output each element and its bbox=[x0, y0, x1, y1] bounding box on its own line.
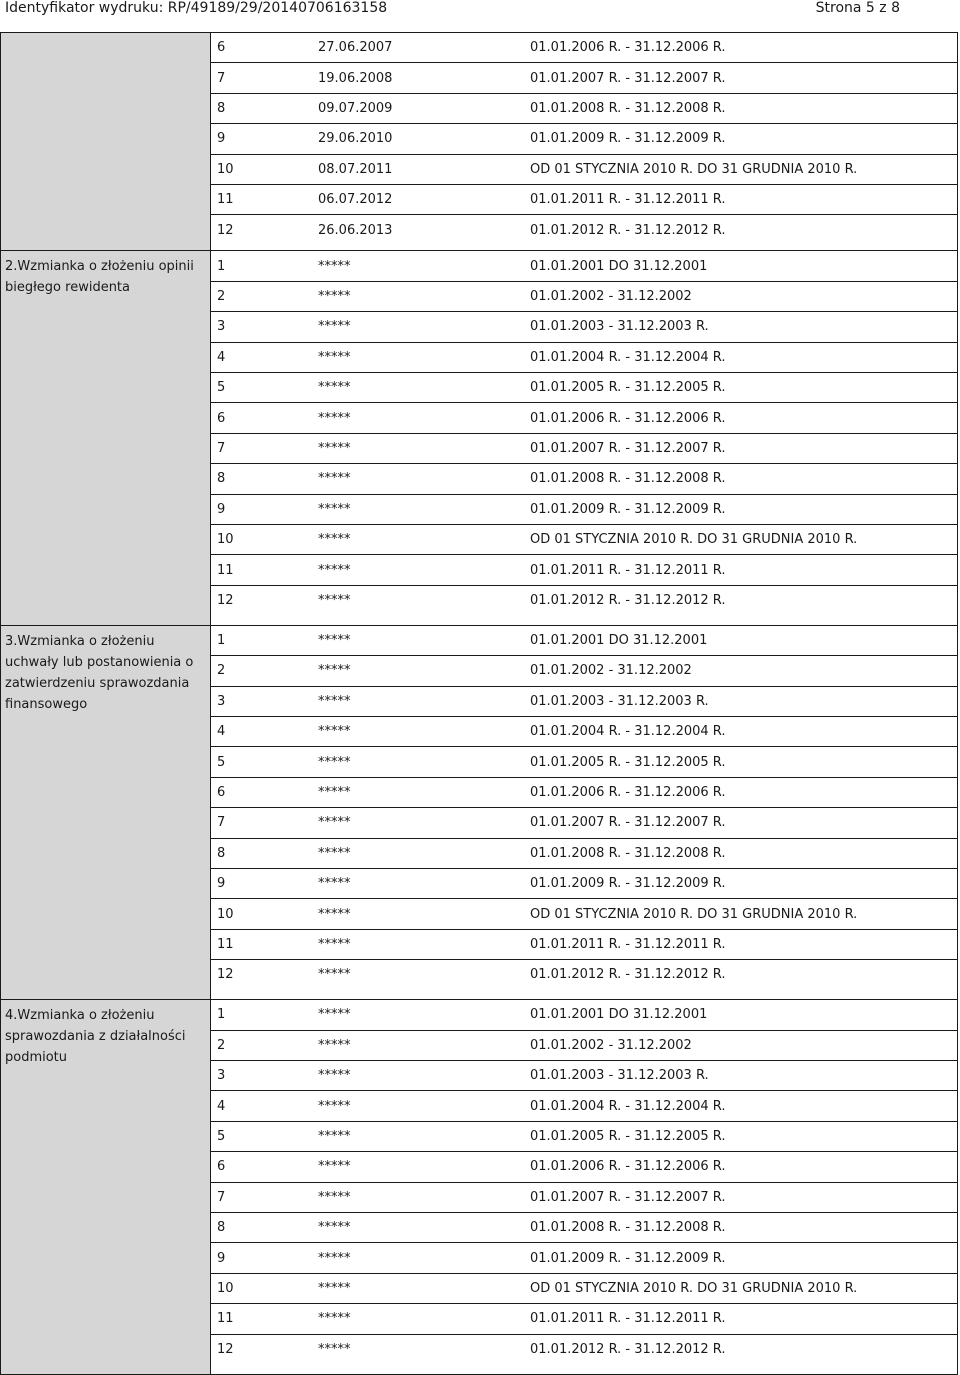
table-row bbox=[211, 1000, 957, 1030]
entry-number: 12 bbox=[217, 593, 234, 609]
entry-period: OD 01 STYCZNIA 2010 R. DO 31 GRUDNIA 2010 R. bbox=[530, 525, 957, 555]
table-row bbox=[211, 215, 957, 245]
table-row bbox=[211, 154, 957, 184]
table-row bbox=[211, 1152, 957, 1182]
entry-date: ***** bbox=[318, 1060, 530, 1090]
table-row bbox=[211, 929, 957, 959]
section-row bbox=[1, 625, 958, 999]
entry-number: 9 bbox=[211, 494, 318, 524]
entry-period: 01.01.2004 R. - 31.12.2004 R. bbox=[530, 1091, 957, 1121]
entry-date: 08.07.2011 bbox=[318, 154, 530, 184]
table-row bbox=[211, 656, 957, 686]
table-row bbox=[211, 555, 957, 585]
entry-period: 01.01.2005 R. - 31.12.2005 R. bbox=[530, 373, 957, 403]
entry-period: 01.01.2012 R. - 31.12.2012 R. bbox=[530, 967, 726, 983]
table-row bbox=[211, 525, 957, 555]
entry-number: 2 bbox=[211, 1030, 318, 1060]
page-number: Strona 5 z 8 bbox=[815, 0, 900, 16]
entry-number: 10 bbox=[211, 1273, 318, 1303]
entry-period: 01.01.2007 R. - 31.12.2007 R. bbox=[530, 1182, 957, 1212]
entry-number: 9 bbox=[211, 1243, 318, 1273]
table-row bbox=[211, 464, 957, 494]
entry-period: 01.01.2008 R. - 31.12.2008 R. bbox=[530, 838, 957, 868]
section-entries-cell bbox=[211, 251, 958, 625]
entry-period: 01.01.2007 R. - 31.12.2007 R. bbox=[530, 433, 957, 463]
table-row bbox=[211, 124, 957, 154]
entry-date: ***** bbox=[318, 686, 530, 716]
section-row bbox=[1, 33, 958, 251]
table-row bbox=[211, 185, 957, 215]
entry-date: ***** bbox=[318, 1243, 530, 1273]
table-row bbox=[211, 626, 957, 656]
entry-date: ***** bbox=[318, 525, 530, 555]
entry-date: ***** bbox=[318, 1213, 530, 1243]
entry-date: 19.06.2008 bbox=[318, 63, 530, 93]
entry-number: 5 bbox=[211, 1121, 318, 1151]
entry-number: 5 bbox=[211, 373, 318, 403]
entry-date: ***** bbox=[318, 1091, 530, 1121]
entry-number: 9 bbox=[211, 869, 318, 899]
entry-period: 01.01.2005 R. - 31.12.2005 R. bbox=[530, 747, 957, 777]
entry-date: ***** bbox=[318, 464, 530, 494]
entry-period: 01.01.2011 R. - 31.12.2011 R. bbox=[530, 185, 957, 215]
entry-number: 4 bbox=[211, 342, 318, 372]
entries-table bbox=[211, 251, 957, 615]
entry-period: 01.01.2007 R. - 31.12.2007 R. bbox=[530, 63, 957, 93]
entry-period: 01.01.2004 R. - 31.12.2004 R. bbox=[530, 717, 957, 747]
entry-period: 01.01.2003 - 31.12.2003 R. bbox=[530, 312, 957, 342]
entry-period: 01.01.2002 - 31.12.2002 bbox=[530, 1030, 957, 1060]
entry-number: 2 bbox=[211, 281, 318, 311]
entry-number: 12 bbox=[217, 1341, 234, 1357]
entry-period: 01.01.2003 - 31.12.2003 R. bbox=[530, 686, 957, 716]
entry-period: 01.01.2012 R. - 31.12.2012 R. bbox=[530, 222, 726, 238]
entry-number: 6 bbox=[211, 403, 318, 433]
entry-date: ***** bbox=[318, 373, 530, 403]
entry-number: 3 bbox=[211, 312, 318, 342]
section-label-cell bbox=[1, 251, 211, 625]
entry-period: 01.01.2002 - 31.12.2002 bbox=[530, 656, 957, 686]
section-row bbox=[1, 251, 958, 625]
table-row bbox=[211, 342, 957, 372]
entry-period: 01.01.2007 R. - 31.12.2007 R. bbox=[530, 808, 957, 838]
entry-date: 26.06.2013 bbox=[318, 222, 393, 238]
entry-period: 01.01.2006 R. - 31.12.2006 R. bbox=[530, 1152, 957, 1182]
entry-number: 6 bbox=[211, 777, 318, 807]
table-row bbox=[211, 63, 957, 93]
table-row bbox=[211, 585, 957, 615]
entry-date: ***** bbox=[318, 433, 530, 463]
entry-period: 01.01.2012 R. - 31.12.2012 R. bbox=[530, 593, 726, 609]
entry-period: 01.01.2009 R. - 31.12.2009 R. bbox=[530, 124, 957, 154]
table-row bbox=[211, 1182, 957, 1212]
entry-date: ***** bbox=[318, 312, 530, 342]
entry-number: 6 bbox=[211, 33, 318, 63]
entry-date: ***** bbox=[318, 1000, 530, 1030]
entry-date: ***** bbox=[318, 838, 530, 868]
entry-date: ***** bbox=[318, 929, 530, 959]
entry-date: ***** bbox=[318, 342, 530, 372]
table-row bbox=[211, 93, 957, 123]
entry-date: 29.06.2010 bbox=[318, 124, 530, 154]
entry-number: 3 bbox=[211, 1060, 318, 1090]
entry-number: 11 bbox=[211, 929, 318, 959]
table-row bbox=[211, 1243, 957, 1273]
entry-period: 01.01.2009 R. - 31.12.2009 R. bbox=[530, 869, 957, 899]
entry-number: 8 bbox=[211, 1213, 318, 1243]
table-row bbox=[211, 251, 957, 281]
entry-period: 01.01.2009 R. - 31.12.2009 R. bbox=[530, 494, 957, 524]
entry-number: 11 bbox=[211, 555, 318, 585]
entry-date: ***** bbox=[318, 777, 530, 807]
entry-number: 11 bbox=[211, 185, 318, 215]
entry-period: 01.01.2001 DO 31.12.2001 bbox=[530, 251, 957, 281]
entry-date: ***** bbox=[318, 808, 530, 838]
entry-period: 01.01.2008 R. - 31.12.2008 R. bbox=[530, 464, 957, 494]
print-identifier: Identyfikator wydruku: RP/49189/29/20140706163158 bbox=[5, 0, 388, 16]
entry-period: OD 01 STYCZNIA 2010 R. DO 31 GRUDNIA 2010 R. bbox=[530, 154, 957, 184]
entry-date: ***** bbox=[318, 1273, 530, 1303]
table-row bbox=[211, 1060, 957, 1090]
entry-date: ***** bbox=[318, 1304, 530, 1334]
table-row bbox=[211, 1334, 957, 1364]
entry-number: 10 bbox=[211, 525, 318, 555]
entry-period: 01.01.2011 R. - 31.12.2011 R. bbox=[530, 555, 957, 585]
table-row bbox=[211, 717, 957, 747]
entry-number: 1 bbox=[211, 626, 318, 656]
entry-date: ***** bbox=[318, 593, 351, 609]
section-row bbox=[1, 1000, 958, 1374]
entry-period: 01.01.2011 R. - 31.12.2011 R. bbox=[530, 1304, 957, 1334]
entry-period: 01.01.2003 - 31.12.2003 R. bbox=[530, 1060, 957, 1090]
table-row bbox=[211, 1304, 957, 1334]
table-row bbox=[211, 373, 957, 403]
entry-date: ***** bbox=[318, 1152, 530, 1182]
table-row bbox=[211, 403, 957, 433]
entry-number: 3 bbox=[211, 686, 318, 716]
entry-number: 8 bbox=[211, 838, 318, 868]
entry-period: 01.01.2002 - 31.12.2002 bbox=[530, 281, 957, 311]
table-row bbox=[211, 33, 957, 63]
entry-date: ***** bbox=[318, 717, 530, 747]
entry-date: ***** bbox=[318, 967, 351, 983]
entry-date: ***** bbox=[318, 281, 530, 311]
entries-table bbox=[211, 626, 957, 990]
entry-date: ***** bbox=[318, 656, 530, 686]
table-row bbox=[211, 1121, 957, 1151]
table-row bbox=[211, 808, 957, 838]
registry-table bbox=[0, 32, 958, 1375]
table-row bbox=[211, 281, 957, 311]
entry-date: ***** bbox=[318, 1030, 530, 1060]
entry-period: 01.01.2006 R. - 31.12.2006 R. bbox=[530, 777, 957, 807]
entry-number: 10 bbox=[211, 154, 318, 184]
entry-number: 10 bbox=[211, 899, 318, 929]
entry-number: 12 bbox=[217, 222, 234, 238]
entry-number: 1 bbox=[211, 251, 318, 281]
entry-period: 01.01.2008 R. - 31.12.2008 R. bbox=[530, 1213, 957, 1243]
entry-period: 01.01.2001 DO 31.12.2001 bbox=[530, 626, 957, 656]
entry-date: ***** bbox=[318, 251, 530, 281]
entry-period: 01.01.2009 R. - 31.12.2009 R. bbox=[530, 1243, 957, 1273]
table-row bbox=[211, 686, 957, 716]
entry-date: ***** bbox=[318, 869, 530, 899]
entry-period: 01.01.2008 R. - 31.12.2008 R. bbox=[530, 93, 957, 123]
entry-period: 01.01.2011 R. - 31.12.2011 R. bbox=[530, 929, 957, 959]
table-row bbox=[211, 1091, 957, 1121]
table-row bbox=[211, 433, 957, 463]
entry-date: ***** bbox=[318, 403, 530, 433]
entry-date: ***** bbox=[318, 494, 530, 524]
entry-number: 4 bbox=[211, 717, 318, 747]
entry-date: 06.07.2012 bbox=[318, 185, 530, 215]
entry-date: ***** bbox=[318, 555, 530, 585]
table-row bbox=[211, 747, 957, 777]
entry-date: ***** bbox=[318, 1121, 530, 1151]
entry-number: 8 bbox=[211, 93, 318, 123]
entry-period: 01.01.2004 R. - 31.12.2004 R. bbox=[530, 342, 957, 372]
entry-date: ***** bbox=[318, 1341, 351, 1357]
section-label: 2.Wzmianka o złożeniu opinii biegłego rewidenta bbox=[5, 259, 194, 296]
section-label: 4.Wzmianka o złożeniu sprawozdania z działalności podmiotu bbox=[5, 1008, 186, 1066]
section-entries-cell bbox=[211, 625, 958, 999]
entry-period: 01.01.2001 DO 31.12.2001 bbox=[530, 1000, 957, 1030]
section-label-cell bbox=[1, 33, 211, 251]
entry-period: 01.01.2012 R. - 31.12.2012 R. bbox=[530, 1341, 726, 1357]
table-row bbox=[211, 1273, 957, 1303]
entry-number: 9 bbox=[211, 124, 318, 154]
table-row bbox=[211, 1213, 957, 1243]
section-label: 3.Wzmianka o złożeniu uchwały lub postanowienia o zatwierdzeniu sprawozdania finansowego bbox=[5, 633, 194, 712]
entry-number: 7 bbox=[211, 1182, 318, 1212]
entry-number: 7 bbox=[211, 808, 318, 838]
table-row bbox=[211, 312, 957, 342]
table-row bbox=[211, 960, 957, 990]
entry-number: 2 bbox=[211, 656, 318, 686]
section-entries-cell bbox=[211, 33, 958, 251]
entry-number: 5 bbox=[211, 747, 318, 777]
entry-number: 12 bbox=[217, 967, 234, 983]
section-entries-cell bbox=[211, 1000, 958, 1374]
table-row bbox=[211, 777, 957, 807]
entry-date: 09.07.2009 bbox=[318, 93, 530, 123]
entry-period: OD 01 STYCZNIA 2010 R. DO 31 GRUDNIA 2010 R. bbox=[530, 899, 957, 929]
table-row bbox=[211, 1030, 957, 1060]
entry-date: ***** bbox=[318, 899, 530, 929]
entry-period: 01.01.2005 R. - 31.12.2005 R. bbox=[530, 1121, 957, 1151]
table-row bbox=[211, 494, 957, 524]
entry-number: 4 bbox=[211, 1091, 318, 1121]
entry-period: 01.01.2006 R. - 31.12.2006 R. bbox=[530, 403, 957, 433]
entry-period: 01.01.2006 R. - 31.12.2006 R. bbox=[530, 33, 957, 63]
section-label-cell bbox=[1, 625, 211, 999]
entry-number: 11 bbox=[211, 1304, 318, 1334]
entry-number: 6 bbox=[211, 1152, 318, 1182]
section-label-cell bbox=[1, 1000, 211, 1374]
table-row bbox=[211, 899, 957, 929]
table-row bbox=[211, 838, 957, 868]
entry-date: 27.06.2007 bbox=[318, 33, 530, 63]
entry-date: ***** bbox=[318, 1182, 530, 1212]
entry-number: 7 bbox=[211, 433, 318, 463]
print-header bbox=[0, 0, 960, 22]
entry-date: ***** bbox=[318, 626, 530, 656]
entry-date: ***** bbox=[318, 747, 530, 777]
entry-number: 7 bbox=[211, 63, 318, 93]
table-row bbox=[211, 869, 957, 899]
entries-table bbox=[211, 1000, 957, 1364]
entry-number: 8 bbox=[211, 464, 318, 494]
entry-number: 1 bbox=[211, 1000, 318, 1030]
section-label bbox=[1, 33, 210, 38]
entry-period: OD 01 STYCZNIA 2010 R. DO 31 GRUDNIA 2010 R. bbox=[530, 1273, 957, 1303]
entries-table bbox=[211, 33, 957, 245]
